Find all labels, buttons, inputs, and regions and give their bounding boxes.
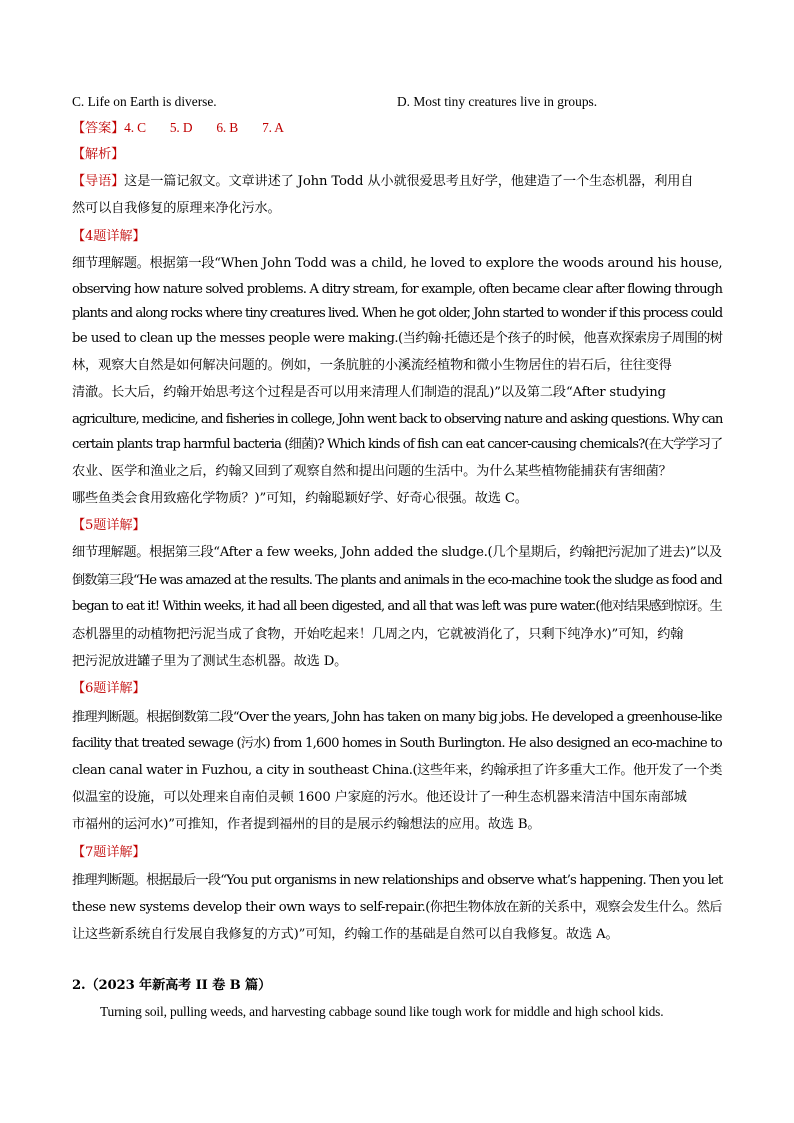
q6-line: facility that treated sewage (污水) from 1,600 homes in South Burlington. He also designed an eco-machine to xyxy=(72,736,722,751)
q7-line: 让这些新系统自行发展自我修复的方式)”可知，约翰工作的基础是自然可以自我修复。故选 A。 xyxy=(72,927,619,942)
answer-item: 6. B xyxy=(216,120,239,135)
q4-line: certain plants trap harmful bacteria (细菌)? Which kinds of fish can eat cancer-causing chemicals?(在大学学习了 xyxy=(72,437,723,452)
answer-label: 【答案】 xyxy=(72,121,125,136)
q4-line: be used to clean up the messes people were making.(当约翰·托德还是个孩子的时候，他喜欢探索房子周围的树 xyxy=(72,331,723,346)
answer-line xyxy=(72,119,722,138)
guide-line-1 xyxy=(72,173,722,191)
q4-line: 哪些鱼类会食用致癌化学物质？)”可知，约翰聪颖好学、好奇心很强。故选 C。 xyxy=(72,491,528,506)
section-text: Turning soil, pulling weeds, and harvesting cabbage sound like tough work for middle and high school kids. xyxy=(100,1004,664,1019)
guide-text: 这是一篇记叙文。文章讲述了 John Todd 从小就很爱思考且好学，他建造了一个生态机器，利用自 xyxy=(124,174,694,189)
answer-item: 4. C xyxy=(124,120,146,135)
answer-item: 7. A xyxy=(262,120,284,135)
q6-line: 似温室的设施，可以处理来自南伯灵顿 1600 户家庭的污水。他还设计了一种生态机器来清洁中国东南部城 xyxy=(72,790,687,805)
q4-line: 细节理解题。根据第一段“When John Todd was a child, he loved to explore the woods around his house, xyxy=(72,256,723,271)
q5-line: 细节理解题。根据第三段“After a few weeks, John added the sludge.(几个星期后，约翰把污泥加了进去)”以及 xyxy=(72,545,722,560)
option-c: C. Life on Earth is diverse. xyxy=(72,94,217,109)
q6-line: clean canal water in Fuzhou, a city in southeast China.(这些年来，约翰承担了许多重大工作。他开发了一个类 xyxy=(72,763,722,778)
guide-label: 【导语】 xyxy=(72,174,125,189)
q4-line: 林，观察大自然是如何解决问题的。例如，一条肮脏的小溪流经植物和微小生物居住的岩石后，往往变得 xyxy=(72,358,672,373)
answer-item: 5. D xyxy=(169,120,193,135)
guide-line-2: 然可以自我修复的原理来净化污水。 xyxy=(72,201,281,216)
q7-title: 【7题详解】 xyxy=(72,845,146,860)
q6-line: 推理判断题。根据倒数第二段“Over the years, John has taken on many big jobs. He developed a greenhouse-like xyxy=(72,710,722,725)
q7-line: 推理判断题。根据最后一段“You put organisms in new relationships and observe what’s happening. Then you let xyxy=(72,873,723,888)
q5-title: 【5题详解】 xyxy=(72,518,146,533)
q5-line: began to eat it! Within weeks, it had all been digested, and all that was left was pure water.(他对结果感到惊讶。生 xyxy=(72,599,722,614)
q4-line: 农业、医学和渔业之后，约翰又回到了观察自然和提出问题的生活中。为什么某些植物能捕获有害细菌？ xyxy=(72,464,672,479)
q5-line: 倒数第三段“He was amazed at the results. The plants and animals in the eco-machine took the sludge as food and xyxy=(72,573,722,588)
q4-line: observing how nature solved problems. A ditry stream, for example, often became clear after flowing through xyxy=(72,282,723,297)
q5-line: 态机器里的动植物把污泥当成了食物，开始吃起来！几周之内，它就被消化了，只剩下纯净水)”可知，约翰 xyxy=(72,627,684,642)
section-heading: 2.（2023 年新高考 II 卷 B 篇） xyxy=(72,978,272,993)
q6-line: 市福州的运河水)”可推知，作者提到福州的目的是展示约翰想法的应用。故选 B。 xyxy=(72,817,541,832)
q4-line: agriculture, medicine, and fisheries in college, John went back to observing nature and asking questions. Why can xyxy=(72,412,723,427)
q4-title: 【4题详解】 xyxy=(72,229,146,244)
analysis-label: 【解析】 xyxy=(72,147,125,162)
q4-line: plants and along rocks where tiny creatures lived. When he got older, John started to wonder if this process could xyxy=(72,306,723,321)
q7-line: these new systems develop their own ways to self-repair.(你把生物体放在新的关系中，观察会发生什么。然后 xyxy=(72,900,722,915)
q4-line: 清澈。长大后，约翰开始思考这个过程是否可以用来清理人们制造的混乱)”以及第二段“After studying xyxy=(72,385,666,400)
q5-line: 把污泥放进罐子里为了测试生态机器。故选 D。 xyxy=(72,654,348,669)
q6-title: 【6题详解】 xyxy=(72,681,146,696)
option-d: D. Most tiny creatures live in groups. xyxy=(397,94,598,109)
